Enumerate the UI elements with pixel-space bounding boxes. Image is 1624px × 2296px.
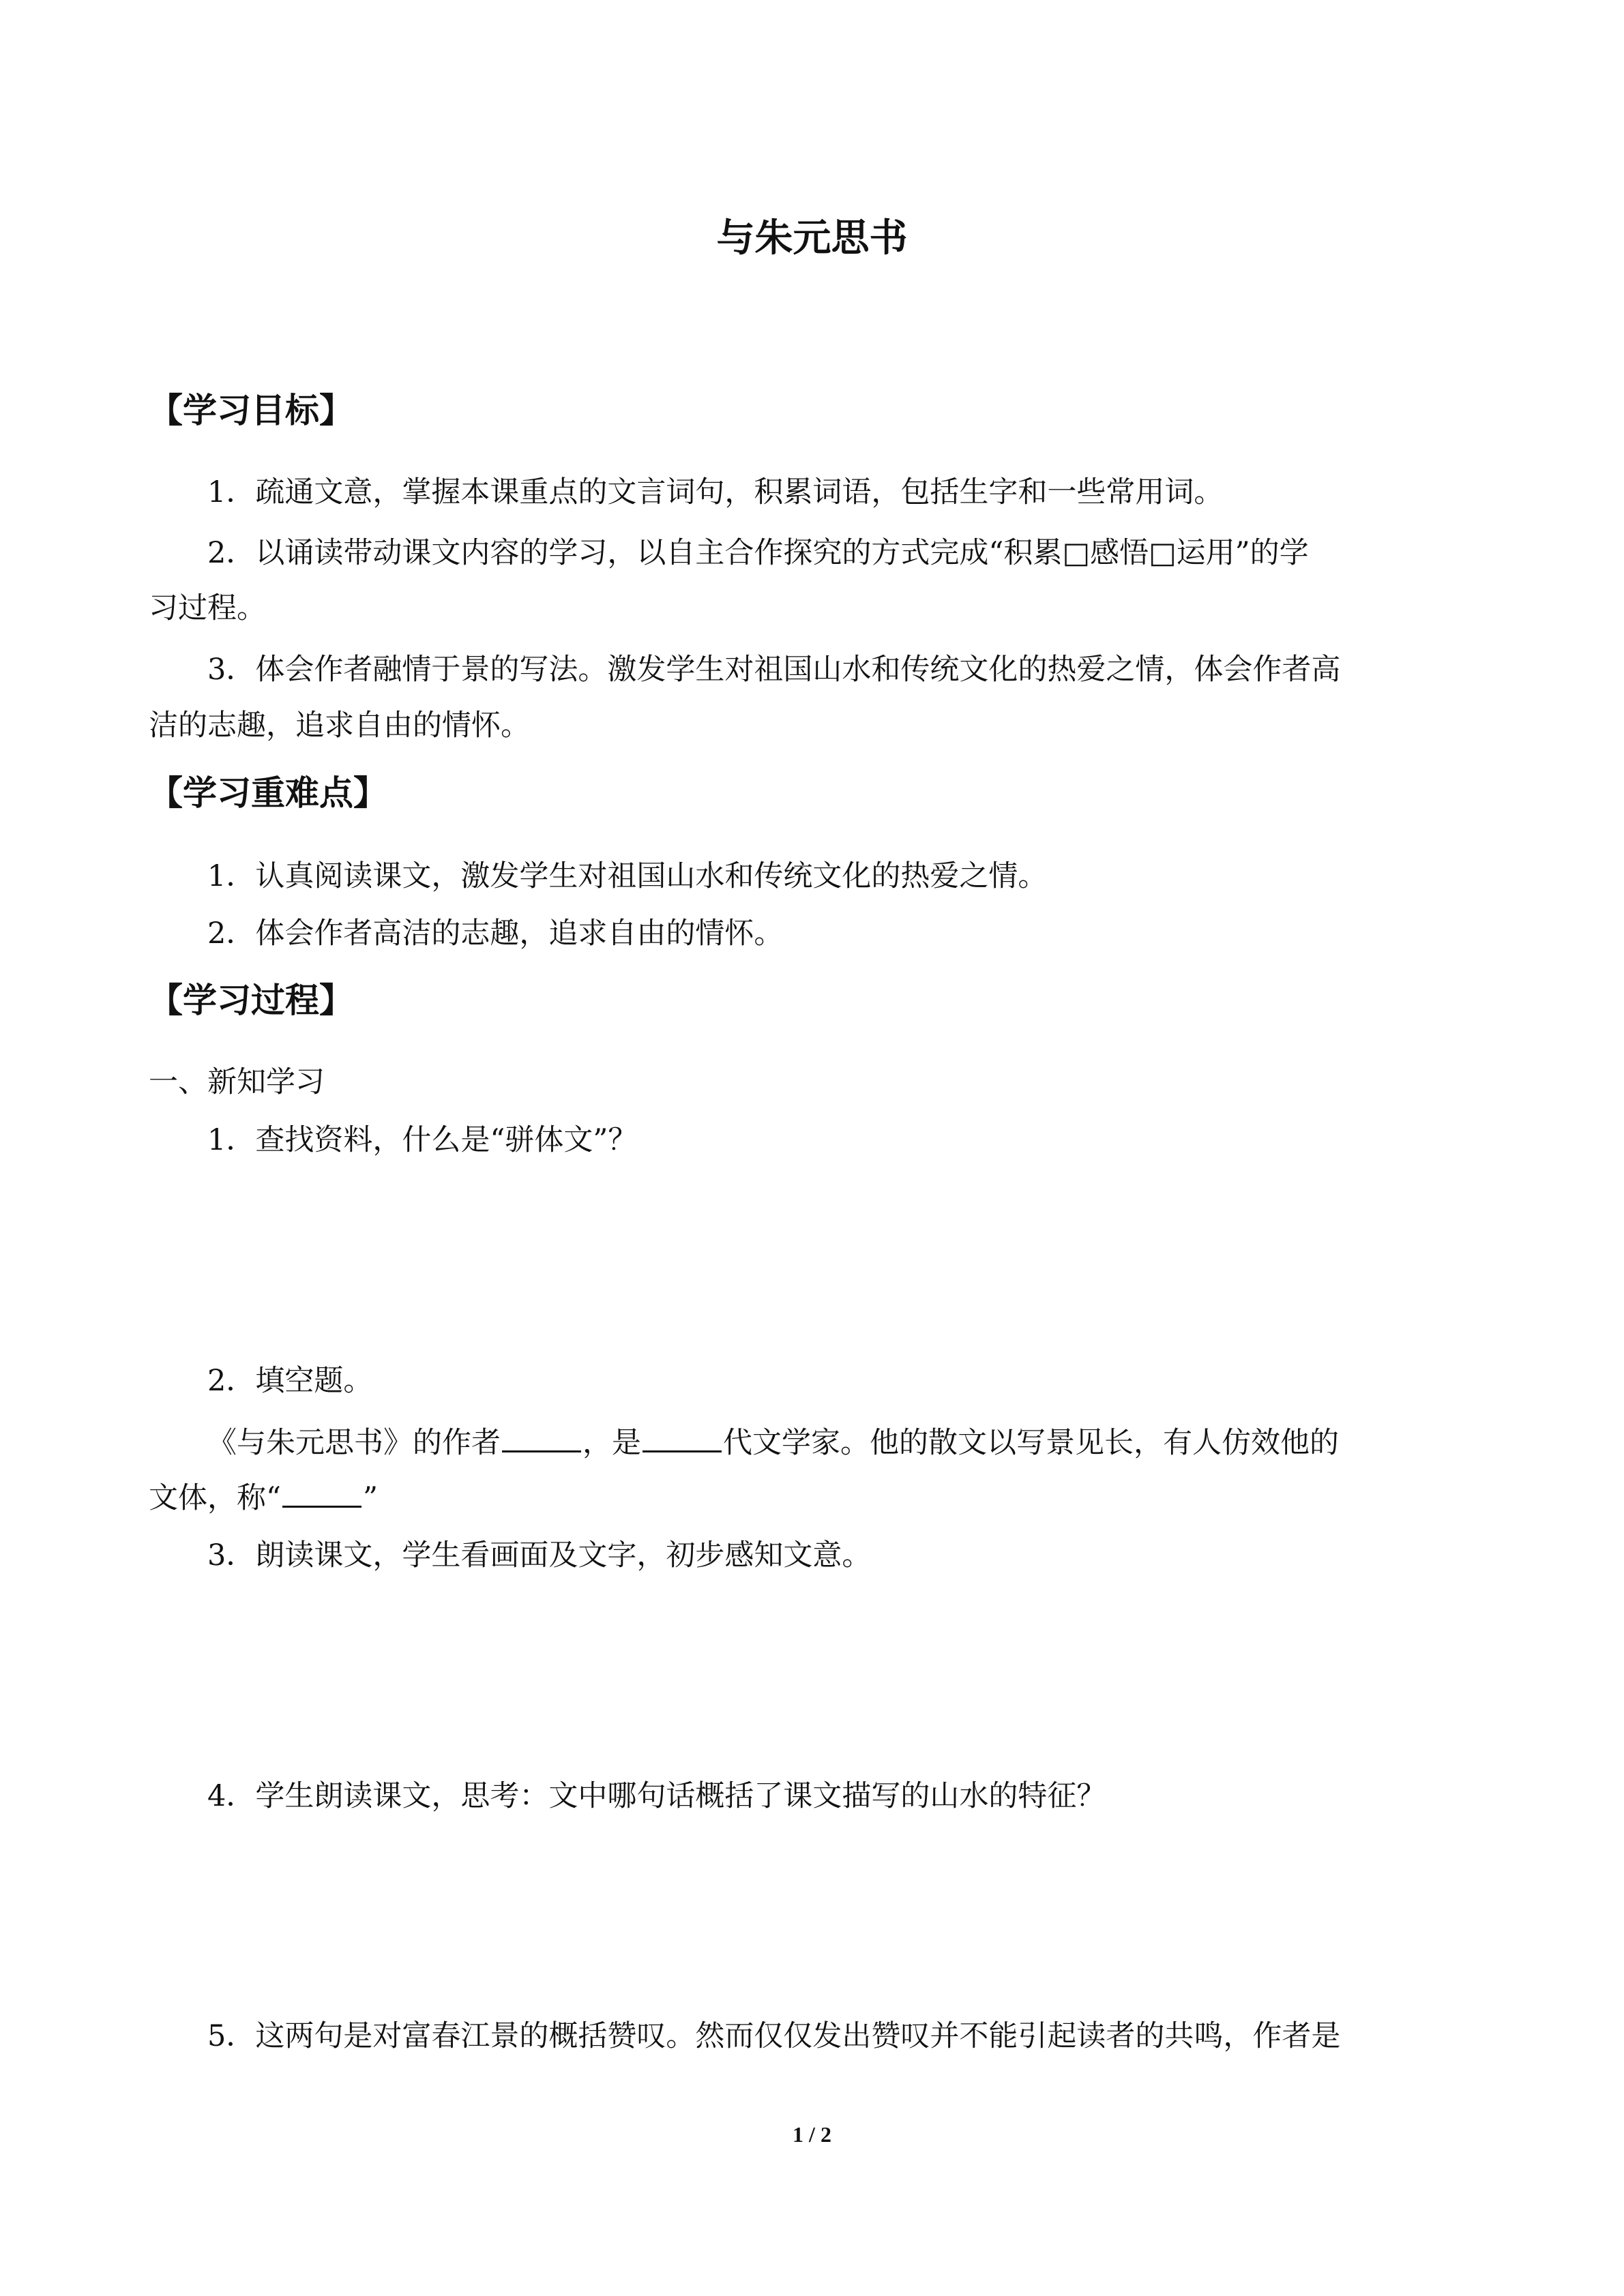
question-5: 5．这两句是对富春江景的概括赞叹。然而仅仅发出赞叹并不能引起读者的共鸣，作者是 bbox=[207, 2019, 1341, 2053]
style-name-blank[interactable] bbox=[282, 1476, 361, 1508]
question-2-text-e: ” bbox=[362, 1481, 378, 1515]
key-points-heading: 【学习重难点】 bbox=[149, 773, 387, 813]
question-2-text-d: 文体，称“ bbox=[149, 1481, 281, 1515]
page-number: 1 / 2 bbox=[793, 2122, 831, 2147]
question-2-text-a: 《与朱元思书》的作者 bbox=[207, 1426, 501, 1460]
question-2-text-b: ，是 bbox=[582, 1426, 641, 1460]
question-2-text-c: 代文学家。他的散文以写景见长，有人仿效他的 bbox=[723, 1426, 1339, 1460]
key-point-1: 1．认真阅读课文，激发学生对祖国山水和传统文化的热爱之情。 bbox=[207, 859, 1048, 893]
objectives-heading: 【学习目标】 bbox=[149, 391, 353, 430]
objective-3-line1: 3．体会作者融情于景的写法。激发学生对祖国山水和传统文化的热爱之情，体会作者高 bbox=[207, 653, 1341, 687]
author-blank[interactable] bbox=[502, 1420, 581, 1452]
question-3: 3．朗读课文，学生看画面及文字，初步感知文意。 bbox=[207, 1538, 872, 1572]
question-2-line2 bbox=[149, 1476, 378, 1519]
objective-2-line2: 习过程。 bbox=[149, 591, 266, 625]
key-point-2: 2．体会作者高洁的志趣，追求自由的情怀。 bbox=[207, 916, 784, 951]
question-1: 1．查找资料，什么是“骈体文”？ bbox=[207, 1123, 638, 1157]
objective-3-line2: 洁的志趣，追求自由的情怀。 bbox=[149, 709, 530, 743]
page-title: 与朱元思书 bbox=[716, 216, 908, 260]
question-2-line1 bbox=[207, 1420, 1339, 1463]
process-heading: 【学习过程】 bbox=[149, 981, 353, 1020]
question-4: 4．学生朗读课文，思考：文中哪句话概括了课文描写的山水的特征？ bbox=[207, 1779, 1106, 1813]
objective-2-line1: 2．以诵读带动课文内容的学习，以自主合作探究的方式完成“积累□感悟□运用”的学 bbox=[207, 536, 1309, 570]
dynasty-blank[interactable] bbox=[643, 1420, 722, 1452]
objective-1: 1．疏通文意，掌握本课重点的文言词句，积累词语，包括生字和一些常用词。 bbox=[207, 475, 1224, 509]
part-1-label: 一、新知学习 bbox=[149, 1065, 325, 1099]
question-2-title: 2．填空题。 bbox=[207, 1364, 373, 1398]
